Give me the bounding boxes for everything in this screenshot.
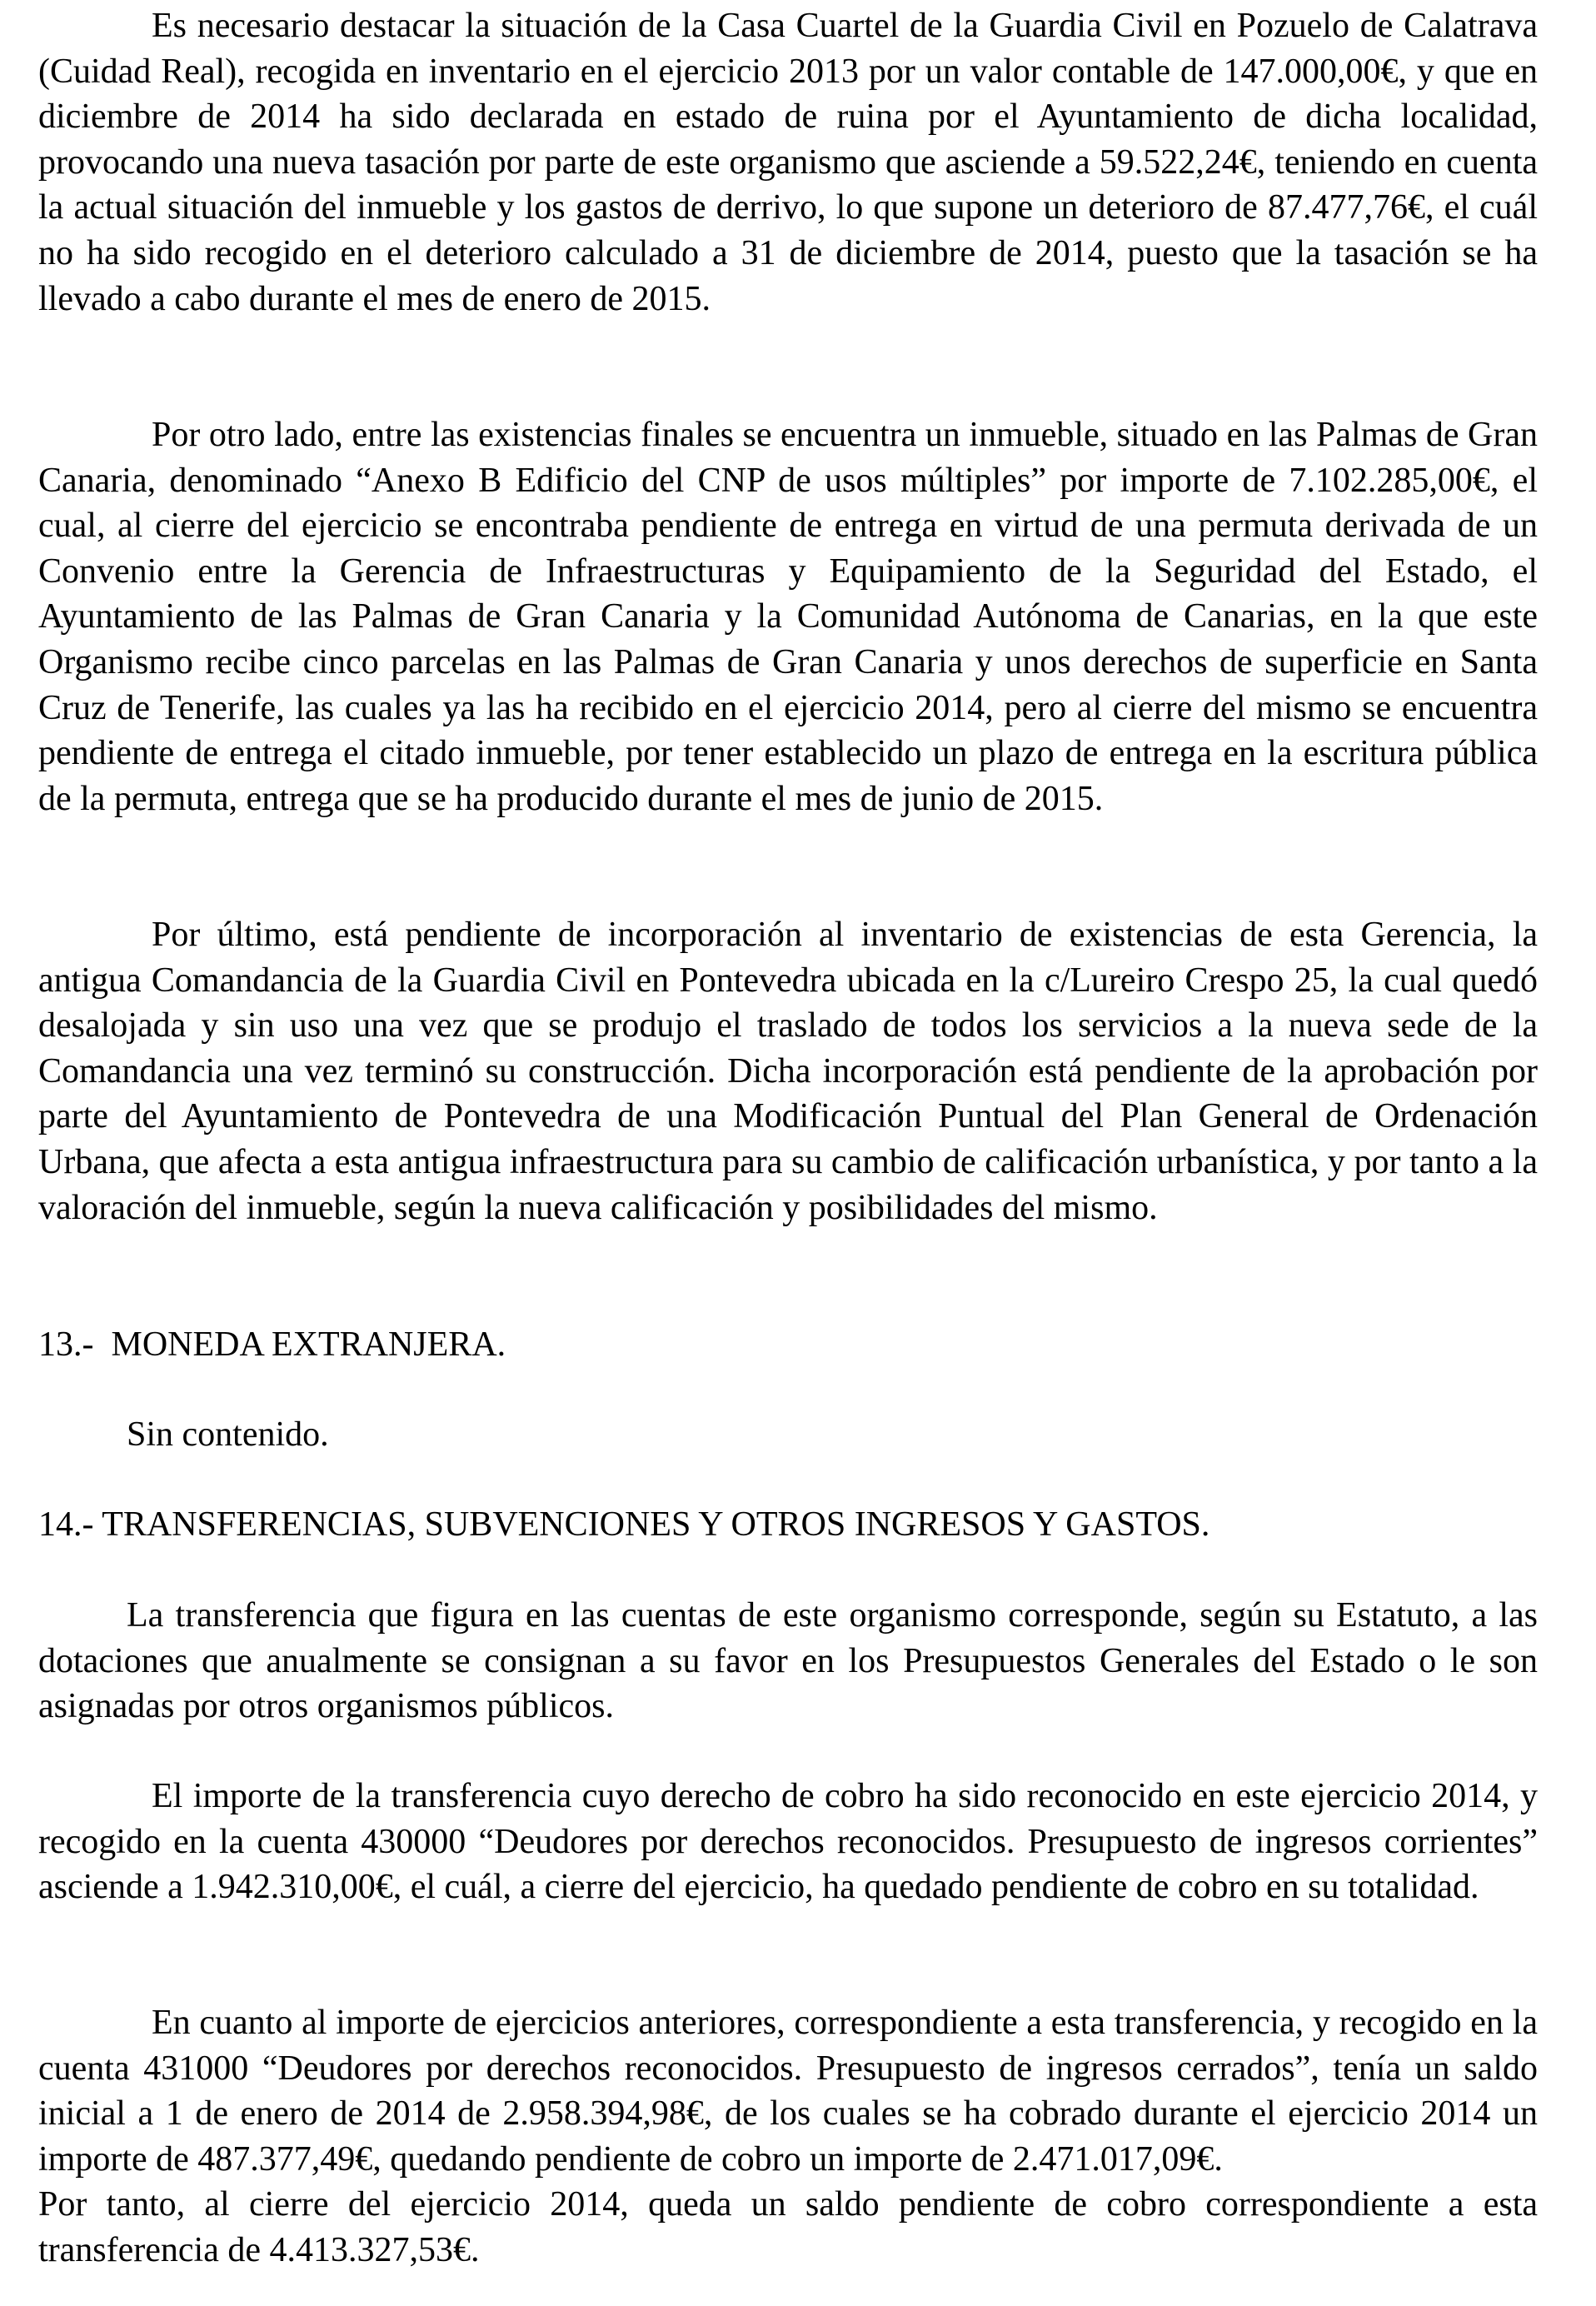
paragraph-comandancia-pontevedra: Por último, está pendiente de incorporación al inventario de existencias de esta Gerencia, la antigua Comandancia de la Guardia Civil en Pontevedra ubicada en la c/Lureiro Crespo 25, la cual quedó desalojada y sin uso una vez que se produjo el traslado de todos los servicios a la nueva sede de la Comandancia una vez terminó su construcción. Dicha incorporación está pendiente de la aprobación por parte del Ayuntamiento de Pontevedra de una Modificación Puntual del Plan General de Ordenación Urbana, que afecta a esta antigua infraestructura para su cambio de calificación urbanística, y por tanto a la valoración del inmueble, según la nueva calificación y posibilidades del mismo. [38,916,1538,1227]
paragraph-saldo-pendiente: Por tanto, al cierre del ejercicio 2014, queda un saldo pendiente de cobro correspondiente a esta transferencia de 4.413.327,53€. [38,2185,1538,2269]
paragraph-casa-cuartel-pozuelo: Es necesario destacar la situación de la Casa Cuartel de la Guardia Civil en Pozuelo de Calatrava (Cuidad Real), recogida en inventario en el ejercicio 2013 por un valor contable de 147.000,00€, y que en diciembre de 2014 ha sido declarada en estado de ruina por el Ayuntamiento de dicha localidad, provocando una nueva tasación por parte de este organismo que asciende a 59.522,24€, teniendo en cuenta la actual situación del inmueble y los gastos de derrivo, lo que supone un deterioro de 87.477,76€, el cuál no ha sido recogido en el deterioro calculado a 31 de diciembre de 2014, puesto que la tasación se ha llevado a cabo durante el mes de enero de 2015. [38,7,1538,318]
paragraph-ejercicios-anteriores-431000: En cuanto al importe de ejercicios anteriores, correspondiente a esta transferencia, y recogido en la cuenta 431000 “Deudores por derechos reconocidos. Presupuesto de ingresos cerrados”, tenía un saldo inicial a 1 de enero de 2014 de 2.958.394,98€, de los cuales se ha cobrado durante el ejercicio 2014 un importe de 487.377,49€, quedando pendiente de cobro un importe de 2.471.017,09€. [38,2004,1538,2179]
section-13-heading: 13.- MONEDA EXTRANJERA. [38,1325,506,1364]
paragraph-transferencia-estatuto: La transferencia que figura en las cuentas de este organismo corresponde, según su Estatuto, a las dotaciones que anualmente se consignan a su favor en los Presupuestos Generales del Estado o le son asignadas por otros organismos públicos. [38,1596,1538,1726]
paragraph-anexo-b-palmas: Por otro lado, entre las existencias finales se encuentra un inmueble, situado en las Palmas de Gran Canaria, denominado “Anexo B Edificio del CNP de usos múltiples” por importe de 7.102.285,00€, el cual, al cierre del ejercicio se encontraba pendiente de entrega en virtud de una permuta derivada de un Convenio entre la Gerencia de Infraestructuras y Equipamiento de la Seguridad del Estado, el Ayuntamiento de las Palmas de Gran Canaria y la Comunidad Autónoma de Canarias, en la que este Organismo recibe cinco parcelas en las Palmas de Gran Canaria y unos derechos de superficie en Santa Cruz de Tenerife, las cuales ya las ha recibido en el ejercicio 2014, pero al cierre del mismo se encuentra pendiente de entrega el citado inmueble, por tener establecido un plazo de entrega en la escritura pública de la permuta, entrega que se ha producido durante el mes de junio de 2015. [38,416,1538,818]
section-14-heading: 14.- TRANSFERENCIAS, SUBVENCIONES Y OTROS INGRESOS Y GASTOS. [38,1505,1210,1544]
paragraph-importe-transferencia-430000: El importe de la transferencia cuyo derecho de cobro ha sido reconocido en este ejercicio 2014, y recogido en la cuenta 430000 “Deudores por derechos reconocidos. Presupuesto de ingresos corrientes” asciende a 1.942.310,00€, el cuál, a cierre del ejercicio, ha quedado pendiente de cobro en su totalidad. [38,1777,1538,1907]
section-13-body: Sin contenido. [127,1415,329,1454]
